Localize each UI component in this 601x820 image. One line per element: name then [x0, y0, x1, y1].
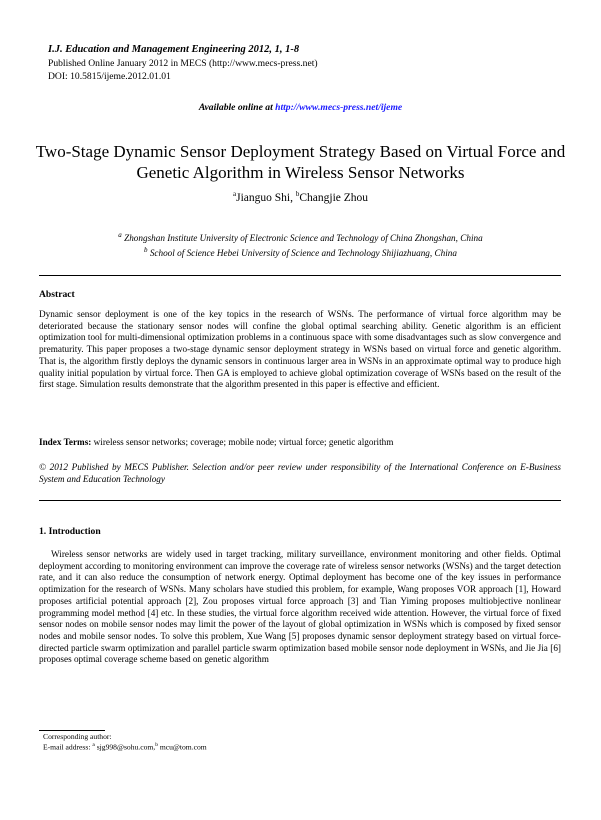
affiliation-b	[0, 244, 601, 259]
author-b-sup: b	[295, 190, 300, 198]
paper-title: Two-Stage Dynamic Sensor Deployment Strategy Based on Virtual Force and Genetic Algorithm in Wireless Sensor Networks	[35, 142, 566, 182]
footnote-email	[43, 742, 207, 752]
email-b: mcu@tom.com	[157, 742, 207, 752]
email-b-sup: b	[155, 742, 158, 748]
affiliation-a-sup: a	[118, 231, 122, 239]
affiliation-a-text: Zhongshan Institute University of Electronic Science and Technology of China Zhongshan, China	[121, 233, 483, 244]
authors	[0, 190, 601, 204]
author-a-sup: a	[232, 190, 237, 198]
author-a: Jianguo Shi,	[236, 191, 296, 204]
available-prefix: Available online at	[198, 102, 276, 113]
email-a: sjg998@sohu.com,	[94, 742, 156, 752]
index-terms-text: wireless sensor networks; coverage; mobile node; virtual force; genetic algorithm	[91, 437, 394, 447]
introduction-text: Wireless sensor networks are widely used in target tracking, military surveillance, environment monitoring and other fields. Optimal deployment according to monitoring environment can improve the coverage rate of wireless sensor networks (WSNs) and the target detection rate, and it can also reduce the consumption of network energy. Optimal deployment has become one of the key issues in performance optimization for the research of WSNs. Many scholars have studied this problem, for example, Wang proposes VOR approach [1], Howard proposes artificial potential approach [2], Zou proposes virtual force approach [3] and Tian Yiming proposes multiobjective nonlinear programming model method [4] etc. In these studies, the virtual force algorithm received wide attention. However, the virtual force of fixed sensor nodes on mobile sensor nodes may limit the power of the layout of global optimization in WSNs which is composed by fixed sensor nodes and mobile sensor nodes. To solve this problem, Xue Wang [5] proposes dynamic sensor deployment strategy based on virtual force-directed particle swarm optimization and parallel particle swarm optimization based mobile sensor node deployment in WSNs, and Jie Jia [6] proposes optimal coverage scheme based on genetic algorithm	[39, 549, 561, 665]
divider-top	[39, 275, 561, 276]
affiliations	[0, 229, 601, 259]
index-terms-label: Index Terms:	[39, 437, 92, 447]
affiliation-a	[0, 229, 601, 244]
email-prefix: E-mail address:	[43, 742, 93, 752]
abstract-heading: Abstract	[39, 289, 75, 300]
footnote-label: Corresponding author:	[43, 732, 112, 741]
index-terms	[39, 437, 561, 449]
journal-header: I.J. Education and Management Engineering 2012, 1, 1-8	[48, 44, 300, 55]
available-online	[0, 102, 601, 113]
email-a-sup: a	[92, 742, 95, 748]
copyright-notice: © 2012 Published by MECS Publisher. Selection and/or peer review under responsibility of the International Conference on E-Business System and Education Technology	[39, 462, 561, 484]
divider-bottom	[39, 500, 561, 501]
abstract-text: Dynamic sensor deployment is one of the key topics in the research of WSNs. The performance of virtual force algorithm may be deteriorated because the stationary sensor nodes will confine the global optimal searching ability. Genetic algorithm is an efficient optimization tool for multi-dimensional optimization problems in a continuous space with some disadvantages such as slow convergence and prematurity. This paper proposes a two-stage dynamic sensor deployment strategy in WSNs based on virtual force and genetic algorithm. That is, the algorithm firstly deploys the dynamic sensors in continuous larger area in WSNs in an approximate optimal way to produce high quality initial population by virtual force. Then GA is employed to achieve global optimization coverage of WSNs based on the result of the first stage. Simulation results demonstrate that the algorithm presented in this paper is effective and efficient.	[39, 309, 561, 390]
affiliation-b-text: School of Science Hebei University of Science and Technology Shijiazhuang, China	[147, 248, 457, 259]
doi-line: DOI: 10.5815/ijeme.2012.01.01	[48, 71, 171, 82]
author-b: Changjie Zhou	[299, 191, 369, 204]
footnote-rule	[39, 730, 105, 731]
journal-link[interactable]: http://www.mecs-press.net/ijeme	[275, 102, 403, 113]
affiliation-b-sup: b	[144, 246, 148, 255]
published-line: Published Online January 2012 in MECS (http://www.mecs-press.net)	[48, 58, 318, 69]
section-heading: 1. Introduction	[39, 526, 101, 537]
